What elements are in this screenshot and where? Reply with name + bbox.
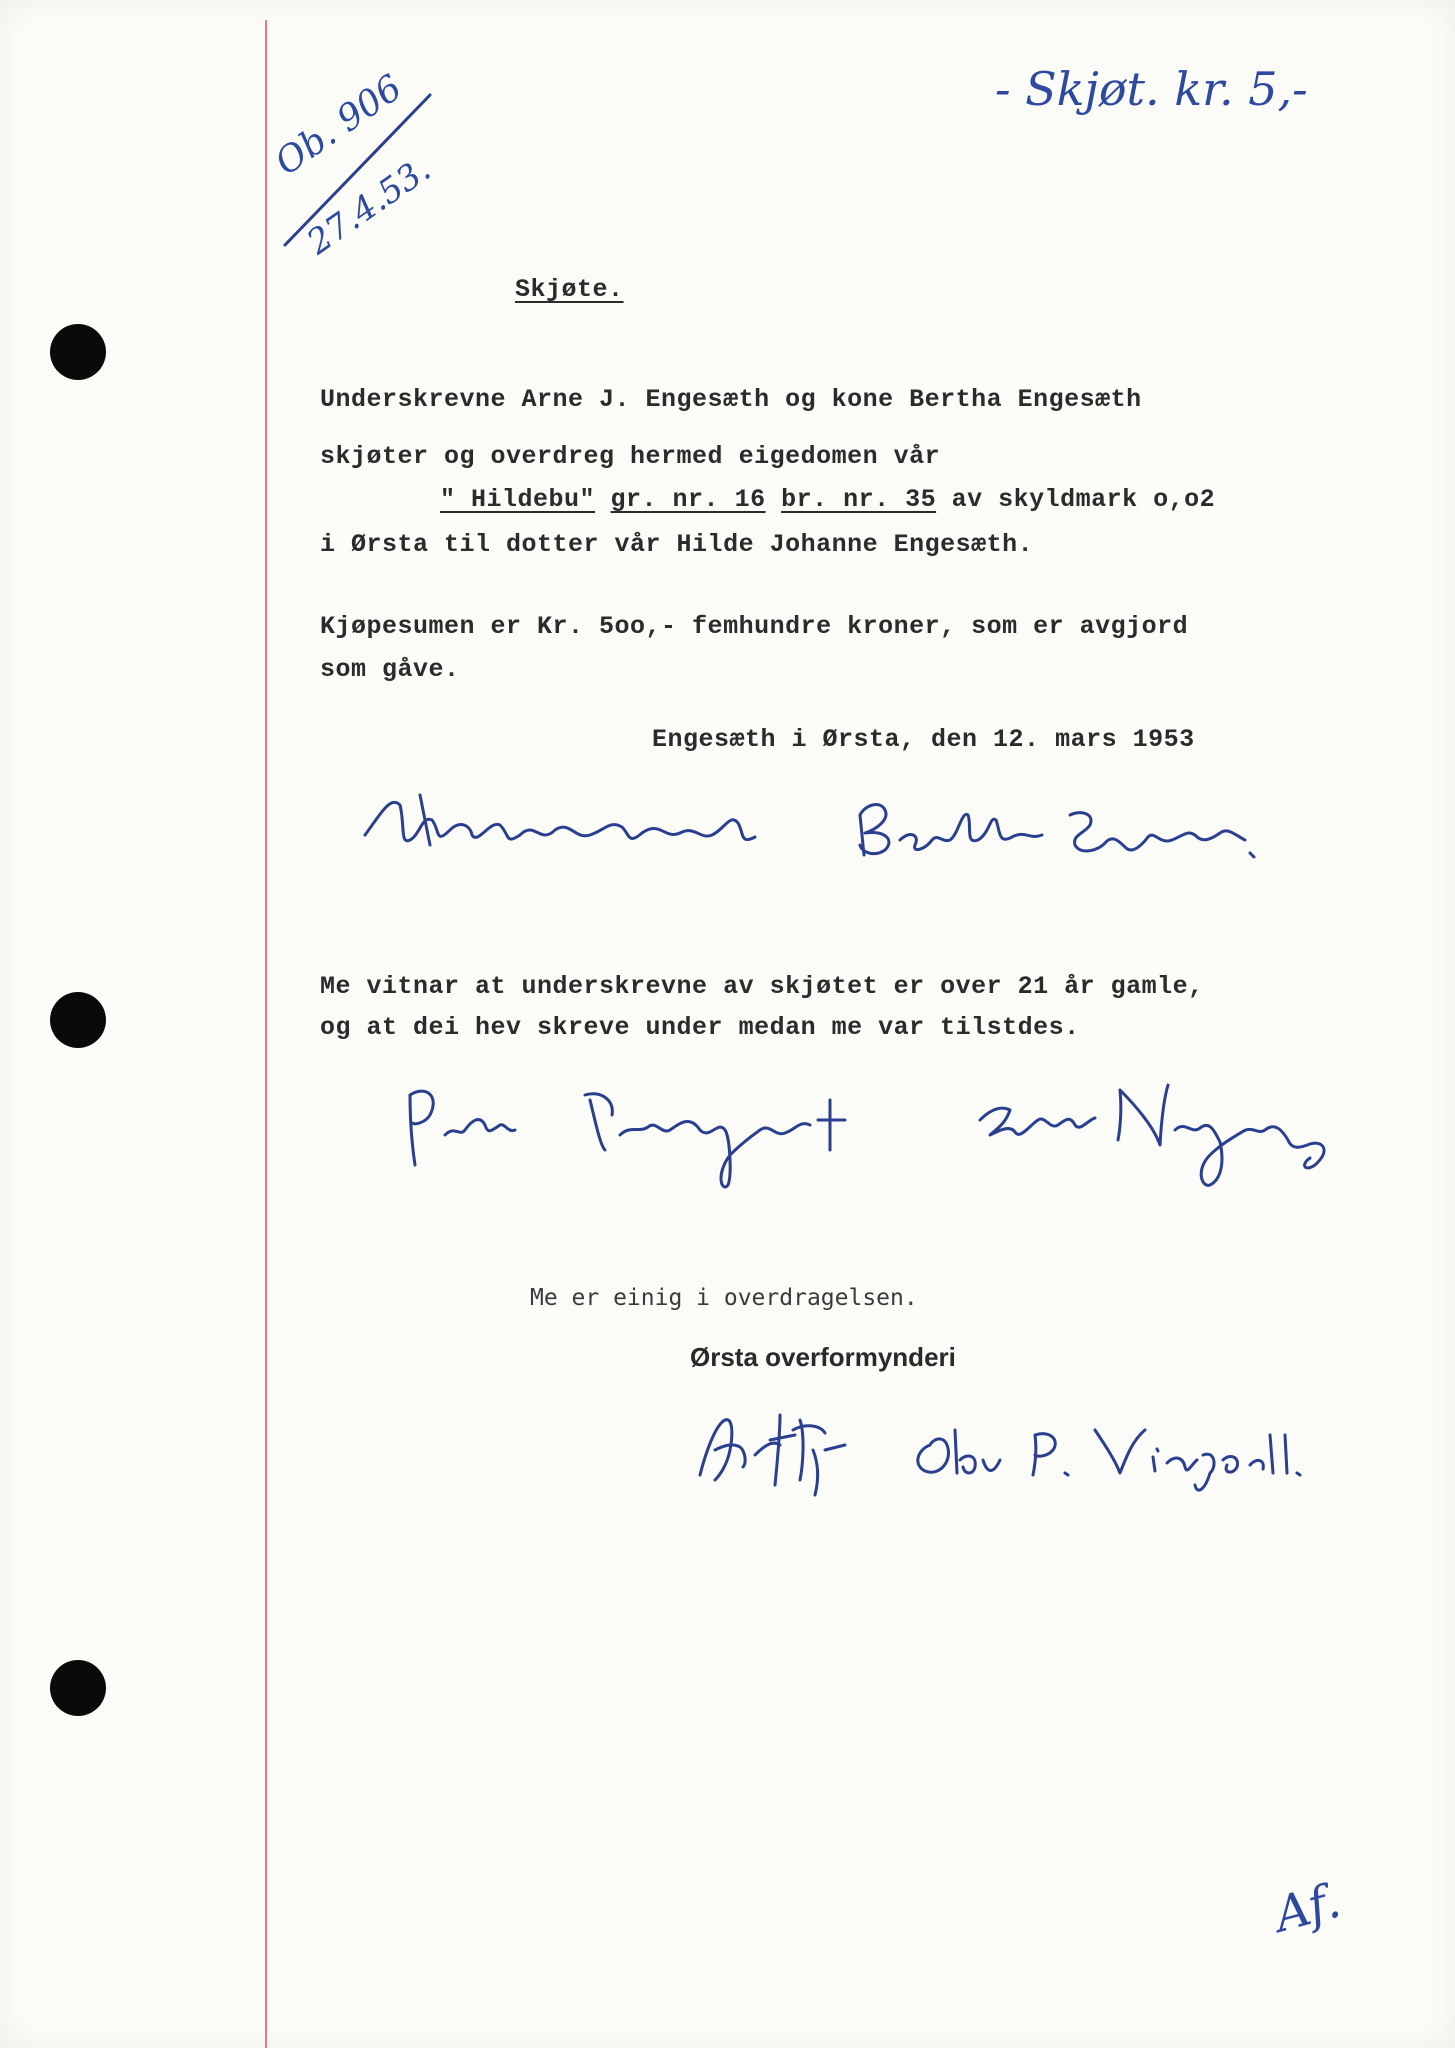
- para2-line1: Kjøpesumen er Kr. 5oo,- femhundre kroner, som er avgjord: [320, 612, 1189, 641]
- signature-witness-2: [970, 1070, 1350, 1200]
- bnr: br. nr. 35: [781, 485, 937, 514]
- punch-hole: [50, 992, 106, 1048]
- punch-hole: [50, 1660, 106, 1716]
- document-title: Skjøte.: [515, 275, 624, 304]
- gnr: gr. nr. 16: [610, 485, 766, 514]
- para2-line2: som gåve.: [320, 655, 460, 684]
- margin-date: 27.4.53.: [300, 149, 439, 263]
- punch-hole: [50, 324, 106, 380]
- para1-line4: i Ørsta til dotter vår Hilde Johanne Engesæth.: [320, 530, 1034, 559]
- margin-number: Ob. 906: [268, 67, 410, 184]
- property-name: " Hildebu": [440, 485, 596, 514]
- para1-line3: [440, 485, 1215, 514]
- skyldmark: av skyldmark o,o2: [951, 485, 1216, 514]
- overformynderi-stamp: Ørsta overformynderi: [690, 1342, 956, 1372]
- fee-annotation: - Skjøt. kr. 5,-: [995, 62, 1308, 116]
- witness-line1: Me vitnar at underskrevne av skjøtet er over 21 år gamle,: [320, 972, 1204, 1001]
- witness-line2: og at dei hev skreve under medan me var tilstdes.: [320, 1013, 1080, 1042]
- bottom-initials: Af.: [1268, 1872, 1347, 1944]
- signature-arne: [360, 785, 790, 875]
- para1-line1: Underskrevne Arne J. Engesæth og kone Bertha Engesæth: [320, 385, 1142, 414]
- signature-witness-1: [400, 1075, 880, 1195]
- place-date: Engesæth i Ørsta, den 12. mars 1953: [652, 725, 1195, 754]
- signature-guardian-2: [905, 1405, 1345, 1495]
- para1-line2: skjøter og overdreg hermed eigedomen vår: [320, 442, 941, 471]
- margin-rule: [265, 20, 267, 2048]
- consent-line: Me er einig i overdragelsen.: [530, 1285, 918, 1311]
- signature-bertha: [850, 785, 1270, 885]
- signature-guardian-1: [685, 1395, 865, 1505]
